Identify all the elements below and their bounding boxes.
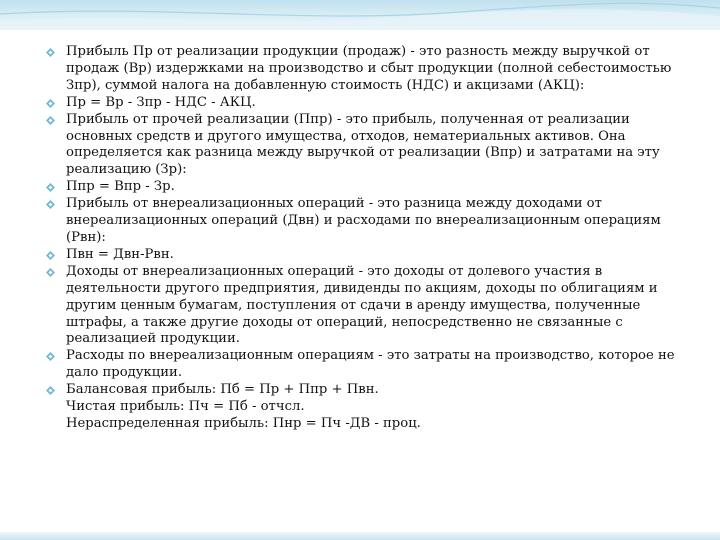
bullet-item xyxy=(46,44,686,95)
bullet-list xyxy=(46,44,686,433)
bullet-text: Ппр = Впр - Зр. xyxy=(66,179,175,195)
bullet-item xyxy=(46,247,686,264)
bullet-item xyxy=(46,382,686,433)
diamond-bullet-icon xyxy=(46,352,55,361)
bullet-text: Балансовая прибыль: Пб = Пр + Ппр + Пвн. xyxy=(66,382,379,398)
bullet-text: Пвн = Двн-Рвн. xyxy=(66,246,174,262)
bullet-text: Прибыль от прочей реализации (Ппр) - это прибыль, полученная от реализации основных средств и другого имущества, отходов, нематериальных активов. Она определяется как разница между выручкой от реализации (Впр) и затратами на эту реализацию (Зр): xyxy=(66,111,660,178)
diamond-bullet-icon xyxy=(46,251,55,260)
diamond-bullet-icon xyxy=(46,99,55,108)
bullet-text: Прибыль от внереализационных операций - это разница между доходами от внереализационных операций (Двн) и расходами по внереализационным операциям (Рвн): xyxy=(66,196,661,245)
bullet-item xyxy=(46,348,686,382)
bullet-item xyxy=(46,95,686,112)
bullet-item xyxy=(46,264,686,349)
bullet-text: Пр = Вр - Зпр - НДС - АКЦ. xyxy=(66,94,256,110)
diamond-bullet-icon xyxy=(46,268,55,277)
header-band xyxy=(0,0,720,30)
continuation-line: Нераспределенная прибыль: Пнр = Пч -ДВ - проц. xyxy=(66,415,421,431)
slide-content xyxy=(46,44,686,433)
diamond-bullet-icon xyxy=(46,200,55,209)
bullet-text: Расходы по внереализационным операциям - это затраты на производство, которое не дало продукции. xyxy=(66,348,675,381)
diamond-bullet-icon xyxy=(46,386,55,395)
diamond-bullet-icon xyxy=(46,48,55,57)
bullet-item xyxy=(46,112,686,180)
bullet-text: Прибыль Пр от реализации продукции (продаж) - это разность между выручкой от продаж (Вр) издержками на производство и сбыт продукции (полной себестоимостью Зпр), суммой налога на добавленную стоимость (НДС) и акцизами (АКЦ): xyxy=(66,44,672,93)
diamond-bullet-icon xyxy=(46,116,55,125)
footer-band xyxy=(0,532,720,540)
continuation-line: Чистая прибыль: Пч = Пб - отчсл. xyxy=(66,399,305,415)
bullet-item xyxy=(46,179,686,196)
header-wave-decoration xyxy=(0,0,720,30)
diamond-bullet-icon xyxy=(46,183,55,192)
bullet-item xyxy=(46,196,686,247)
bullet-text: Доходы от внереализационных операций - это доходы от долевого участия в деятельности другого предприятия, дивиденды по акциям, доходы по облигациям и другим ценным бумагам, поступления от сдачи в аренду имущества, полученные штрафы, а также другие доходы от операций, непосредственно не связанные с реализацией продукции. xyxy=(66,263,658,347)
